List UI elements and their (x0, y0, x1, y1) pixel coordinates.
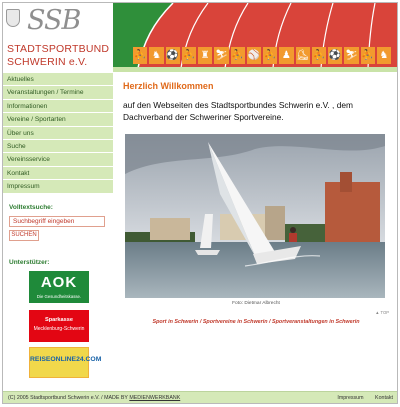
aok-subtitle: Die Gesundheitskasse. (36, 294, 82, 299)
logo-name-line1: STADTSPORTBUND (7, 43, 110, 55)
main-content (113, 72, 398, 391)
logo-name-line2: SCHWERIN e.V. (7, 56, 88, 68)
pictogram-athletics-icon: ⛸ (296, 47, 310, 64)
pictogram-athletics-icon: ♞ (377, 47, 391, 64)
copyright-text: (C) 2005 Stadtsportbund Schwerin e.V. / MADE BY (8, 395, 130, 401)
sparkasse-subtitle: Mecklenburg-Schwerin (33, 326, 85, 332)
nav-item-veranstaltungen[interactable]: Veranstaltungen / Termine (3, 86, 113, 99)
header-banner (113, 3, 398, 68)
tagline: Sport in Schwerin / Sportvereine in Schwerin / Sportveranstaltungen in Schwerin (152, 319, 360, 325)
footer-kontakt-link[interactable]: Kontakt (375, 395, 393, 401)
nav-item-aktuelles[interactable]: Aktuelles (3, 73, 113, 86)
back-to-top-link[interactable]: ▲ TOP (375, 310, 389, 315)
nav-item-informationen[interactable]: Informationen (3, 100, 113, 113)
footer-links (327, 392, 393, 404)
sparkasse-logo[interactable] (29, 310, 89, 342)
page-frame (2, 2, 398, 404)
sailing-photo (125, 134, 385, 298)
nav-item-vereine[interactable]: Vereine / Sportarten (3, 113, 113, 126)
reiseonline-logo[interactable] (29, 347, 102, 378)
pictogram-athletics-icon: ♜ (198, 47, 212, 64)
pictogram-athletics-icon: ⛹ (361, 47, 375, 64)
nav-item-ueber-uns[interactable]: Über uns (3, 127, 113, 140)
pictogram-athletics-icon: ♞ (149, 47, 163, 64)
nav-item-suche[interactable]: Suche (3, 140, 113, 153)
footer-copyright (8, 392, 180, 404)
aok-title: AOK (40, 274, 78, 291)
footer (3, 391, 398, 404)
pictogram-athletics-icon: ⛷ (344, 47, 358, 64)
search-heading: Volltextsuche: (9, 204, 53, 211)
nav-item-kontakt[interactable]: Kontakt (3, 167, 113, 180)
pictogram-athletics-icon: ⚽ (328, 47, 342, 64)
pictogram-athletics-icon: ⛹ (263, 47, 277, 64)
footer-impressum-link[interactable]: Impressum (337, 395, 364, 401)
logo[interactable] (3, 3, 113, 73)
pictogram-athletics-icon: ⛹ (312, 47, 326, 64)
pictogram-strip (133, 47, 391, 64)
medienwerkbank-link[interactable]: MEDIENWERKBANK (129, 395, 181, 401)
nav-item-vereinsservice[interactable]: Vereinsservice (3, 153, 113, 166)
pictogram-athletics-icon: ⛹ (231, 47, 245, 64)
main-navigation (3, 73, 113, 194)
pictogram-athletics-icon: ⛹ (133, 47, 147, 64)
reiseonline-title: REISEONLINE24.COM (30, 356, 102, 363)
pictogram-athletics-icon: ⚽ (166, 47, 180, 64)
crest-icon (6, 9, 20, 27)
nav-item-impressum[interactable]: Impressum (3, 180, 113, 193)
intro-text: auf den Webseiten des Stadtsportbundes Schwerin e.V. , dem Dachverband der Schweriner Sportvereine. (123, 100, 353, 122)
aok-logo[interactable] (29, 271, 89, 303)
pictogram-athletics-icon: ♟ (279, 47, 293, 64)
search-button[interactable]: SUCHEN (9, 230, 39, 241)
pictogram-athletics-icon: ⚾ (247, 47, 261, 64)
pictogram-athletics-icon: ⛹ (182, 47, 196, 64)
logo-monogram: SSB (27, 5, 81, 36)
pictogram-athletics-icon: ⛷ (214, 47, 228, 64)
sidebar (3, 3, 113, 391)
photo-caption: Foto: Dietmar Albrecht (232, 301, 280, 306)
supporters-heading: Unterstützer: (9, 259, 50, 266)
sparkasse-title: Sparkasse (45, 317, 73, 323)
welcome-heading: Herzlich Willkommen (123, 81, 214, 91)
search-input[interactable] (9, 216, 105, 227)
